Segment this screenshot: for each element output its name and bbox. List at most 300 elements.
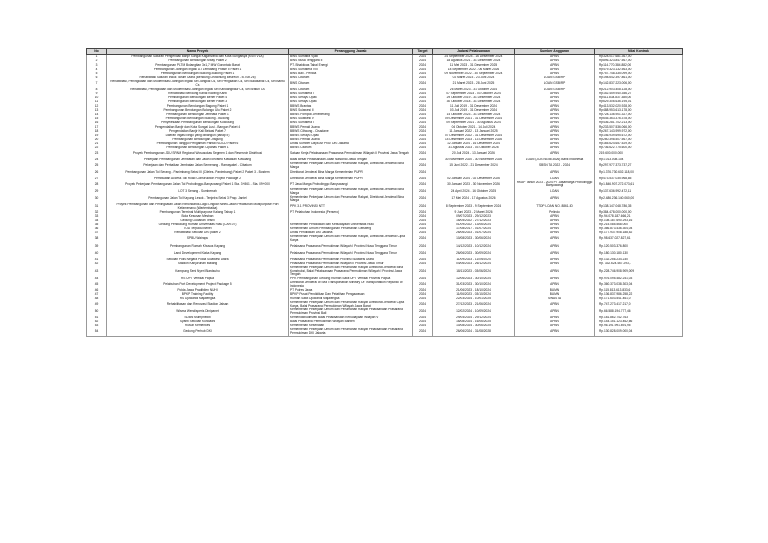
header-target: Target bbox=[413, 49, 433, 55]
cell-sumber-anggaran: APBN bbox=[515, 195, 595, 202]
cell-jadwal: 17/08/2017 - 01/07/2024 bbox=[433, 227, 515, 231]
cell-target: 2024 bbox=[413, 177, 433, 181]
cell-no: 20 bbox=[87, 138, 107, 142]
cell-penanggung-jawab: BBWS Pemali Juana bbox=[289, 138, 413, 142]
table-row bbox=[87, 169, 683, 176]
cell-jadwal: 11/09/2023 - 11/09/2024 bbox=[433, 258, 515, 262]
cell-no: 16 bbox=[87, 121, 107, 125]
cell-jadwal: 11/06/2023 - 03/10/2024 bbox=[433, 292, 515, 296]
cell-jadwal: 02 Januari 2024 - 02 Desember 2026 bbox=[433, 177, 515, 181]
cell-target: 2024 bbox=[413, 100, 433, 104]
cell-target: 2024 bbox=[413, 316, 433, 320]
cell-nilai-kontrak: Rp728.136.901.327,00 bbox=[595, 113, 683, 117]
cell-penanggung-jawab: BWS Sulawesi II bbox=[289, 108, 413, 112]
cell-jadwal: 30 November 2020 - 30 November 2026 bbox=[433, 158, 515, 162]
cell-nilai-kontrak: Rp1.376.730.602.118,00 bbox=[595, 169, 683, 176]
cell-target: 2024 bbox=[413, 227, 433, 231]
cell-no: 9 bbox=[87, 92, 107, 96]
cell-nilai-kontrak: Rp146.939.695.672,00 bbox=[595, 134, 683, 138]
cell-nama-proyek: Pembuatan Access Toll Road Construction Project Package 2 bbox=[107, 177, 289, 181]
cell-no: 27 bbox=[87, 177, 107, 181]
cell-nama-proyek: TOD Terpadu Benel bbox=[107, 227, 289, 231]
cell-no: 18 bbox=[87, 129, 107, 133]
cell-jadwal: 09/07/2023 - 29/12/2023 bbox=[433, 214, 515, 218]
cell-target: 2024 bbox=[413, 63, 433, 67]
cell-nilai-kontrak: Rp165.624.657.529,00 bbox=[595, 142, 683, 146]
cell-penanggung-jawab: Dinas Sumber Daya Air Prov. DKI Jakarta bbox=[289, 142, 413, 146]
cell-jadwal: 09 Desember 2021 - 31 Desember 2024 bbox=[433, 117, 515, 121]
cell-nilai-kontrak: Rp198.642.397.861,00 bbox=[595, 76, 683, 80]
cell-no: 10 bbox=[87, 96, 107, 100]
cell-penanggung-jawab: BWS Bali - Penida bbox=[289, 72, 413, 76]
cell-target: 2024 bbox=[413, 301, 433, 308]
cell-nama-proyek: Pekerjaan dan Perbaikan Jembatan Jalan Semerang - Ramayakel - Cibatum bbox=[107, 162, 289, 169]
cell-no: 28 bbox=[87, 181, 107, 188]
cell-sumber-anggaran: APBN bbox=[515, 68, 595, 72]
cell-sumber-anggaran: LOAN bbox=[515, 188, 595, 195]
table-row bbox=[87, 328, 683, 336]
cell-penanggung-jawab: PPK 3.1 PROVINSI NTT bbox=[289, 203, 413, 210]
cell-penanggung-jawab: Kementerian Pendidikan dan Kebudayaan Universitas Riau bbox=[289, 223, 413, 227]
table-row bbox=[87, 181, 683, 188]
cell-penanggung-jawab: Kementerian Pekerjaan Umum dan Perumahan Rakyat Direktorat Jenderal Cipta Karya, Balai Prasarana Permukiman Wilayah Jawa Barat bbox=[289, 301, 413, 308]
cell-nilai-kontrak: Rp142.837.223.006,00 bbox=[595, 80, 683, 87]
cell-sumber-anggaran: APBN bbox=[515, 316, 595, 320]
cell-nama-proyek: Rehabilitasi Saluran Induk Tarum Utara (Bendung Leuwinung Beureuh - B.Tub.26) bbox=[107, 76, 289, 80]
cell-jadwal: 26/06/2023 - 01/07/2024 bbox=[433, 231, 515, 235]
cell-jadwal: 22/03/2024 - 10/01/2025 bbox=[433, 297, 515, 301]
cell-nama-proyek: Rusun Kemenkes bbox=[107, 324, 289, 328]
cell-jadwal: 04/06/2023 - 26/12/2024 bbox=[433, 262, 515, 266]
cell-sumber-anggaran: APBN bbox=[515, 125, 595, 129]
header-penanggung-jawab: Penanggung Jawab bbox=[289, 49, 413, 55]
cell-penanggung-jawab: BBWS Ciliwung - Cisadane bbox=[289, 129, 413, 133]
cell-target: 2024 bbox=[413, 195, 433, 202]
cell-no: 44 bbox=[87, 277, 107, 281]
cell-no: 54 bbox=[87, 328, 107, 336]
cell-penanggung-jawab: Kementerian Pekerjaan Umum dan Perumahan Rakyat Pelaksanaan Prasarana Permukiman Provinsi Bali bbox=[289, 308, 413, 315]
header-sumber-anggaran: Sumber Anggaran bbox=[515, 49, 595, 55]
cell-nama-proyek: Pembangunan Bendungan Budong-Budong Paket 1 bbox=[107, 72, 289, 76]
project-table-sheet bbox=[86, 48, 682, 337]
cell-penanggung-jawab: BWS Sulawesi V bbox=[289, 117, 413, 121]
cell-jadwal: 29/04/2024 - 29/12/2024 bbox=[433, 316, 515, 320]
cell-nama-proyek: Rehabilitasan dan Renovasi Stadion Jalsan bbox=[107, 301, 289, 308]
cell-nilai-kontrak: Rp479.323.132.563,00 bbox=[595, 68, 683, 72]
cell-nilai-kontrak: Rp137.636.992.472,11 bbox=[595, 188, 683, 195]
cell-no: 4 bbox=[87, 68, 107, 72]
cell-target: 2024 bbox=[413, 262, 433, 266]
cell-nilai-kontrak: Rp.171.603.541.461,0 bbox=[595, 297, 683, 301]
cell-sumber-anggaran: APBN bbox=[515, 146, 595, 150]
cell-target: 2024 bbox=[413, 297, 433, 301]
table-row bbox=[87, 162, 683, 169]
cell-sumber-anggaran: Pelindo bbox=[515, 210, 595, 214]
cell-nama-proyek: Pembangunan Bendungan Jragung bbox=[107, 138, 289, 142]
table-row bbox=[87, 150, 683, 157]
cell-target: 2024 bbox=[413, 324, 433, 328]
cell-nilai-kontrak: Rp.976.095.482.241,03 bbox=[595, 277, 683, 281]
cell-penanggung-jawab: Satuan Kerja Pelaksanaan Prasarana Permukiman Wilayah II Provinsi Jawa Tengah bbox=[289, 150, 413, 157]
cell-target: 2024 bbox=[413, 142, 433, 146]
cell-no: 21 bbox=[87, 142, 107, 146]
cell-nilai-kontrak: Rp.181.862.742.763 bbox=[595, 316, 683, 320]
cell-nama-proyek: Pembangunan Bendungan Bener Paket 3 bbox=[107, 100, 289, 104]
cell-nama-proyek: RS UPT Vertikal Papua bbox=[107, 277, 289, 281]
cell-sumber-anggaran: APBN bbox=[515, 328, 595, 336]
cell-target: 2024 bbox=[413, 59, 433, 63]
cell-no: 49 bbox=[87, 301, 107, 308]
cell-target: 2024 bbox=[413, 266, 433, 277]
cell-nilai-kontrak: Rp896.323.847.567,00 bbox=[595, 59, 683, 63]
cell-sumber-anggaran: APBN bbox=[515, 138, 595, 142]
cell-nilai-kontrak: Rp.66.588.194.777,46 bbox=[595, 308, 683, 315]
cell-target: 2024 bbox=[413, 308, 433, 315]
cell-no: 5 bbox=[87, 72, 107, 76]
cell-sumber-anggaran: APBN bbox=[515, 281, 595, 288]
cell-penanggung-jawab: BBWS Serayu Opak bbox=[289, 134, 413, 138]
cell-sumber-anggaran: APBN bbox=[515, 324, 595, 328]
cell-target: 2024 bbox=[413, 214, 433, 218]
cell-nilai-kontrak: Rp629.306.636.195,01 bbox=[595, 100, 683, 104]
cell-nama-proyek: Gedung Pendukung Rumah Universitas Riau (CAR.07) bbox=[107, 223, 289, 227]
cell-nama-proyek: Pembangunan Bendungan Budong - Budong bbox=[107, 117, 289, 121]
cell-nilai-kontrak: Rp.144.151.123.462,66 bbox=[595, 320, 683, 324]
cell-target: 2024 bbox=[413, 169, 433, 176]
cell-jadwal: 02 Maret 2023 - 23 Juni 2024 bbox=[433, 76, 515, 80]
cell-nilai-kontrak: Rp.130.828.009.000,04 bbox=[595, 328, 683, 336]
cell-penanggung-jawab: BPKP Pusat Pendidikan Dan Pelatihan Pengawasan bbox=[289, 292, 413, 296]
cell-jadwal: 12/06/2023 - 30/10/2024 bbox=[433, 277, 515, 281]
cell-target: 2024 bbox=[413, 258, 433, 262]
cell-target: 2024 bbox=[413, 55, 433, 60]
cell-jadwal: 04 Oktober 2021 - 14 Juli 2024 bbox=[433, 125, 515, 129]
cell-target: 2024 bbox=[413, 88, 433, 92]
cell-target: 2024 bbox=[413, 219, 433, 223]
cell-nama-proyek: Stadion Kanjuruhan Malang bbox=[107, 262, 289, 266]
cell-penanggung-jawab: Pelaksana Prasarana Permukiman Wilayah I Provinsi Nusa Tenggara Timur bbox=[289, 250, 413, 257]
cell-no: 42 bbox=[87, 262, 107, 266]
cell-nilai-kontrak: Rp757.748.335.099,00 bbox=[595, 72, 683, 76]
cell-nama-proyek: RS Djuwandi Majalengka bbox=[107, 297, 289, 301]
cell-nama-proyek: Pembangunan Bendungan Bener Paket 4 bbox=[107, 96, 289, 100]
cell-target: 2024 bbox=[413, 80, 433, 87]
cell-target: 2024 bbox=[413, 121, 433, 125]
cell-nama-proyek: Pekerjaan Pembangunan Jembatan dan Jalan Elevated Kawasan Kuwuang bbox=[107, 158, 289, 162]
cell-nama-proyek: Pembangunan PLTM Bolangitan 3x1,7 MW Gorontalo Barat bbox=[107, 63, 289, 67]
cell-nilai-kontrak: Rp436.281.702.213,00 bbox=[595, 121, 683, 125]
cell-sumber-anggaran: APBN bbox=[515, 231, 595, 235]
cell-sumber-anggaran: BUMN bbox=[515, 292, 595, 296]
cell-penanggung-jawab: Kementerian Pekerjaan Umum dan Perumahan Rakyat, Direktorat Jenderal Bina Marga bbox=[289, 195, 413, 202]
cell-jadwal: 18/11/2023 - 03/06/2024 bbox=[433, 266, 515, 277]
cell-target: 2024 bbox=[413, 76, 433, 80]
cell-jadwal: 16/08/2024 - 16/06/2025 bbox=[433, 320, 515, 324]
cell-penanggung-jawab: Balai Prasarana Permukiman Wilayah Banten bbox=[289, 320, 413, 324]
cell-nilai-kontrak: Rp413.532.020.928,00 bbox=[595, 104, 683, 108]
cell-nama-proyek: Pembangunan Rumah Khusus Kayang bbox=[107, 243, 289, 250]
cell-jadwal: 31 Agustus 2023 - 03 Oktober 2026 bbox=[433, 146, 515, 150]
cell-nilai-kontrak: Rp.177.937.908.188,52 bbox=[595, 231, 683, 235]
cell-jadwal: 21 Maret 2023 - 28 Juni 2025 bbox=[433, 80, 515, 87]
cell-penanggung-jawab: BBWS Brantas bbox=[289, 104, 413, 108]
cell-sumber-anggaran: APBN bbox=[515, 169, 595, 176]
cell-penanggung-jawab: BWS Citarum bbox=[289, 88, 413, 92]
cell-jadwal: 01/09/2022 - 13/06/2024 bbox=[433, 223, 515, 227]
cell-jadwal: 8 September 2023 - 9 September 2024 bbox=[433, 203, 515, 210]
cell-no: 6 bbox=[87, 76, 107, 80]
cell-penanggung-jawab: Kementerian Pekerjaan Umum dan Perumahan Rakyat, Direktorat Jenderal Bina Marga bbox=[289, 162, 413, 169]
cell-nilai-kontrak: Rp645.363.376.378,00 bbox=[595, 117, 683, 121]
cell-nama-proyek: Polda Jawa Pradibilen NUHI bbox=[107, 288, 289, 292]
cell-target: 2024 bbox=[413, 320, 433, 324]
cell-jadwal: 10/08/2023 - 30/06/2024 bbox=[433, 235, 515, 242]
cell-nama-proyek: Rehabilitasi, Peningkatan dan Modernisasi Jaringan Irigasi Sei Kandangbaur Cs, Sei Bratun Cs bbox=[107, 88, 289, 92]
cell-penanggung-jawab: Kemendikbudristek Balai Pelaksanaan Kebudayaan Wilayah V bbox=[289, 316, 413, 320]
cell-sumber-anggaran: APBN bbox=[515, 59, 595, 63]
cell-no: 8 bbox=[87, 88, 107, 92]
cell-sumber-anggaran: APBN bbox=[515, 134, 595, 138]
cell-sumber-anggaran: LOAN GSB/RP bbox=[515, 76, 595, 80]
cell-nama-proyek: Pembangunan Saluran Pengendali Banjir Sungai Kaganvaria dan Kota Sungaisya (KSN V1A) bbox=[107, 55, 289, 60]
cell-jadwal: 24 April 2024 - 16 Oktober 2025 bbox=[433, 188, 515, 195]
cell-sumber-anggaran: APBN bbox=[515, 258, 595, 262]
cell-sumber-anggaran: APBN bbox=[515, 72, 595, 76]
cell-jadwal: 30 Januari 2023 - 30 November 2026 bbox=[433, 181, 515, 188]
cell-target: 2024 bbox=[413, 117, 433, 121]
cell-nama-proyek: Daerah Irigasi Ilingo yang dibangun (tahap II) bbox=[107, 134, 289, 138]
cell-nilai-kontrak: Rp114.770.384.882,00 bbox=[595, 63, 683, 67]
cell-sumber-anggaran: APBN bbox=[515, 121, 595, 125]
cell-nama-proyek: Kampung Seni Nyeri Biardsuhu bbox=[107, 266, 289, 277]
cell-sumber-anggaran: APBN bbox=[515, 129, 595, 133]
cell-target: 2024 bbox=[413, 150, 433, 157]
cell-sumber-anggaran: LOAN GSB/RP bbox=[515, 88, 595, 92]
cell-jadwal: 14 Oktober 2023 - 31 Desember 2024 bbox=[433, 113, 515, 117]
cell-no: 38 bbox=[87, 235, 107, 242]
cell-jadwal: 14 Desember 2023 - 13 Desember 2026 bbox=[433, 138, 515, 142]
cell-target: 2024 bbox=[413, 108, 433, 112]
table-row bbox=[87, 266, 683, 277]
cell-jadwal: 24 September 2024 - 16 Desember 2024 bbox=[433, 55, 515, 60]
cell-target: 2024 bbox=[413, 113, 433, 117]
cell-penanggung-jawab: Kementerian Kesehatan bbox=[289, 324, 413, 328]
cell-sumber-anggaran: APBN bbox=[515, 223, 595, 227]
cell-sumber-anggaran: APBN bbox=[515, 117, 595, 121]
cell-target: 2024 bbox=[413, 129, 433, 133]
table-row bbox=[87, 281, 683, 288]
table-row bbox=[87, 301, 683, 308]
cell-jadwal: 07 Desember 2022 - 31 Desember 2024 bbox=[433, 134, 515, 138]
cell-nilai-kontrak: Rp260.398.507.567,00 bbox=[595, 138, 683, 142]
cell-target: 2024 bbox=[413, 125, 433, 129]
cell-target: 2024 bbox=[413, 68, 433, 72]
cell-no: 25 bbox=[87, 162, 107, 169]
cell-target: 2024 bbox=[413, 281, 433, 288]
cell-no: 19 bbox=[87, 134, 107, 138]
cell-penanggung-jawab: Direktorat Jenderal of Sea Transportation Ministry Of Transportation Republic of Indonesia bbox=[289, 281, 413, 288]
cell-no: 24 bbox=[87, 158, 107, 162]
cell-nama-proyek: Gedung Perhub DKI bbox=[107, 328, 289, 336]
cell-jadwal: 07 September 2023 - 03 Oktober 2024 bbox=[433, 92, 515, 96]
cell-nama-proyek: Pelabuhan Port Development Project Package 5 bbox=[107, 281, 289, 288]
cell-no: 39 bbox=[87, 243, 107, 250]
cell-nilai-kontrak: Rp2.486.236.140.060,00 bbox=[595, 195, 683, 202]
cell-target: 2024 bbox=[413, 235, 433, 242]
cell-penanggung-jawab: BWS Citarum bbox=[289, 76, 413, 80]
cell-target: 2024 bbox=[413, 72, 433, 76]
cell-sumber-anggaran: APBN bbox=[515, 235, 595, 242]
cell-penanggung-jawab: BWS Serayu Opak bbox=[289, 96, 413, 100]
cell-sumber-anggaran: APBN bbox=[515, 250, 595, 257]
cell-no: 41 bbox=[87, 258, 107, 262]
cell-nama-proyek: Pengendalian Banjir dan Kota Sungai Lusi - Bangun Paket 4 bbox=[107, 125, 289, 129]
cell-penanggung-jawab: Direktorat Jenderal Bina Marga Kementerian PUPR bbox=[289, 169, 413, 176]
cell-penanggung-jawab: Kementerian Pekerjaan Umum dan Perumahan Rakyat Pelaksanaan Prasarana Permukiman DKI Jakarta bbox=[289, 328, 413, 336]
cell-target: 2024 bbox=[413, 210, 433, 214]
cell-nama-proyek: SDBN Mumpnediti bbox=[107, 316, 289, 320]
cell-target: 2024 bbox=[413, 181, 433, 188]
cell-nilai-kontrak: Rp.136.837.986.258,22 bbox=[595, 292, 683, 296]
cell-target: 2024 bbox=[413, 146, 433, 150]
cell-nilai-kontrak: Rp138.147.048.786,35 bbox=[595, 203, 683, 210]
cell-nilai-kontrak: Rp233.507.536.066,00 bbox=[595, 125, 683, 129]
cell-sumber-anggaran: BUMN bbox=[515, 288, 595, 292]
cell-no: 13 bbox=[87, 108, 107, 112]
cell-sumber-anggaran: LOAN bbox=[515, 177, 595, 181]
cell-nilai-kontrak: Rp328.017.681.367,00 bbox=[595, 55, 683, 60]
cell-penanggung-jawab: BWS Serayu Opak bbox=[289, 100, 413, 104]
cell-nilai-kontrak: Rp736.622.775.600,00 bbox=[595, 146, 683, 150]
cell-nama-proyek: Bola Kesusan Mesban bbox=[107, 214, 289, 218]
cell-no: 33 bbox=[87, 214, 107, 218]
cell-nilai-kontrak: Rp. 332.624.467.293,- bbox=[595, 262, 683, 266]
cell-no: 37 bbox=[87, 231, 107, 235]
cell-target: 2024 bbox=[413, 162, 433, 169]
cell-jadwal: 09 September 2021 - 30 Agustus 2024 bbox=[433, 121, 515, 125]
cell-jadwal: 18 Agustus 2021 - 31 Desember 2024 bbox=[433, 59, 515, 63]
cell-penanggung-jawab: Rumah Sakit Djuwandi Majalengka bbox=[289, 297, 413, 301]
cell-jadwal: 10/08/2024 - 30/06/2025 bbox=[433, 324, 515, 328]
cell-nilai-kontrak: Rp1.846.907.272.073,61 bbox=[595, 181, 683, 188]
cell-nama-proyek: Wisma Wendisperis Dinipanet bbox=[107, 308, 289, 315]
cell-nama-proyek: SPBU Wairapu bbox=[107, 235, 289, 242]
cell-nama-proyek: Proyek Pembangunan JDU SPAM Regional Wosusokas Segmen 1 dan Reservoir Distribusi bbox=[107, 150, 289, 157]
cell-no: 17 bbox=[87, 125, 107, 129]
cell-nama-proyek: Gedung Gudanan Tesini bbox=[107, 219, 289, 223]
table-row bbox=[87, 195, 683, 202]
project-table bbox=[86, 48, 683, 337]
cell-nilai-kontrak: 219.600.000.000 bbox=[595, 150, 683, 157]
cell-jadwal: 18 September 2022 - 06 Maret 2026 bbox=[433, 68, 515, 72]
cell-nilai-kontrak: Rp212.903.408.128,00 bbox=[595, 88, 683, 92]
cell-no: 45 bbox=[87, 281, 107, 288]
cell-no: 26 bbox=[87, 169, 107, 176]
cell-no: 52 bbox=[87, 320, 107, 324]
cell-penanggung-jawab: BWS Citarum bbox=[289, 80, 413, 87]
cell-nilai-kontrak: Rp1.013.008.104 bbox=[595, 158, 683, 162]
cell-nama-proyek: Penyelesaian Pembangunan Bendungan Kuwulung bbox=[107, 121, 289, 125]
cell-sumber-anggaran: APBN bbox=[515, 219, 595, 223]
cell-penanggung-jawab: Kementerian Pekerjaan Umum dan Perumahan Rakyat, Direktorat Jenderal Bina Marga bbox=[289, 188, 413, 195]
cell-target: 2024 bbox=[413, 292, 433, 296]
cell-sumber-anggaran: APBN bbox=[515, 227, 595, 231]
table-row bbox=[87, 235, 683, 242]
cell-nilai-kontrak: Rp267.143.999.972,00 bbox=[595, 129, 683, 133]
cell-penanggung-jawab: BWS Sumatera I bbox=[289, 92, 413, 96]
cell-sumber-anggaran: APBN bbox=[515, 262, 595, 266]
cell-target: 2024 bbox=[413, 203, 433, 210]
cell-target: 2024 bbox=[413, 188, 433, 195]
cell-nama-proyek: Pembangunan Bendungan Bolango Ulu Paket 2 bbox=[107, 108, 289, 112]
cell-nama-proyek: Pengendalian Banjir Kali Bekasi Paket 7 bbox=[107, 129, 289, 133]
cell-no: 51 bbox=[87, 316, 107, 320]
cell-sumber-anggaran: APBN bbox=[515, 266, 595, 277]
cell-jadwal: 20 Juli 2024 - 13 Januari 2026 bbox=[433, 150, 515, 157]
cell-penanggung-jawab: Kementerian Pekerjaan Umum dan Perumahan Rakyat, Direktorat Jenderal Cipta Karya bbox=[289, 235, 413, 242]
cell-nama-proyek: Pembangunan Terminal Multipurpose Kalang Tahap 1 bbox=[107, 210, 289, 214]
cell-target: 2024 bbox=[413, 223, 433, 227]
cell-nilai-kontrak: Rp.108.187.690.293,16 bbox=[595, 219, 683, 223]
cell-nilai-kontrak: Rp411.834.837.385,00 bbox=[595, 96, 683, 100]
cell-sumber-anggaran: TTDP LOAN NO. 8861-ID bbox=[515, 203, 595, 210]
cell-no: 30 bbox=[87, 195, 107, 202]
cell-nilai-kontrak: Rp.132.256.234.230 bbox=[595, 258, 683, 262]
cell-jadwal: 27/12/2023 - 21/06/2024 bbox=[433, 301, 515, 308]
cell-nama-proyek: Pembangunan Bendungan Cipanas Paket 1 bbox=[107, 146, 289, 150]
cell-sumber-anggaran: APBN bbox=[515, 277, 595, 281]
cell-penanggung-jawab: Dinas Pendidikan DKI Jakarta bbox=[289, 231, 413, 235]
cell-no: 15 bbox=[87, 117, 107, 121]
cell-no: 31 bbox=[87, 203, 107, 210]
cell-nilai-kontrak: Rp152.459.940.356,27 bbox=[595, 92, 683, 96]
cell-penanggung-jawab: Direktorat Jenderal Bina Marga Kementerian PUPR bbox=[289, 177, 413, 181]
cell-penanggung-jawab: Pelaksana Prasarana Permukiman Wilayah II Provinsi Jawa Timur bbox=[289, 262, 413, 266]
cell-penanggung-jawab: PT. Bhakticas Tabal Energi bbox=[289, 63, 413, 67]
cell-no: 53 bbox=[87, 324, 107, 328]
header-jadwal-pelaksanaan: Jadwal Pelaksanaan bbox=[433, 49, 515, 55]
cell-nilai-kontrak: Rp.98.637.027.827,61 bbox=[595, 235, 683, 242]
cell-nama-proyek: Pembangunan Jalan Tol Kayung Lesok - Tenjelra Seksi 3 Prap. Jantel bbox=[107, 195, 289, 202]
cell-no: 35 bbox=[87, 223, 107, 227]
cell-sumber-anggaran: APBN bbox=[515, 308, 595, 315]
cell-no: 12 bbox=[87, 104, 107, 108]
cell-no: 32 bbox=[87, 210, 107, 214]
cell-penanggung-jawab: PT Pelabuhan Indonesia (Persero) bbox=[289, 210, 413, 214]
cell-nilai-kontrak: Rp.747.273.417.217,0 bbox=[595, 301, 683, 308]
cell-nilai-kontrak: Rp473.537.035.968,85 bbox=[595, 177, 683, 181]
cell-no: 47 bbox=[87, 292, 107, 296]
cell-target: 2024 bbox=[413, 288, 433, 292]
table-row bbox=[87, 243, 683, 250]
cell-jadwal: 14/12/2023 - 10/12/2024 bbox=[433, 243, 515, 250]
cell-target: 2024 bbox=[413, 277, 433, 281]
cell-nilai-kontrak: Rp297.977.373.737,27 bbox=[595, 162, 683, 169]
cell-jadwal: 26/06/2024 - 31/08/2028 bbox=[433, 328, 515, 336]
cell-nama-proyek: Pembangunan Bendungan Jenelata Paket 1 bbox=[107, 113, 289, 117]
table-row bbox=[87, 203, 683, 210]
cell-penanggung-jawab: Pelaksana Prasarana Permukiman Wilayah I Provinsi Nusa Tenggara Timur bbox=[289, 243, 413, 250]
cell-nilai-kontrak: Rp488.953.613.178,00 bbox=[595, 108, 683, 112]
cell-no: 50 bbox=[87, 308, 107, 315]
cell-target: 2024 bbox=[413, 134, 433, 138]
cell-no: 43 bbox=[87, 266, 107, 277]
cell-penanggung-jawab: BWS Sumatra Vjuik bbox=[289, 55, 413, 60]
cell-jadwal: 17 Mei 2024 - 17 Agustus 2026 bbox=[433, 195, 515, 202]
cell-penanggung-jawab: PPK Pembangunan Gedung Rumah Sakit UPT Vertikal Provinsi Papua bbox=[289, 277, 413, 281]
cell-target: 2024 bbox=[413, 231, 433, 235]
cell-no: 22 bbox=[87, 146, 107, 150]
